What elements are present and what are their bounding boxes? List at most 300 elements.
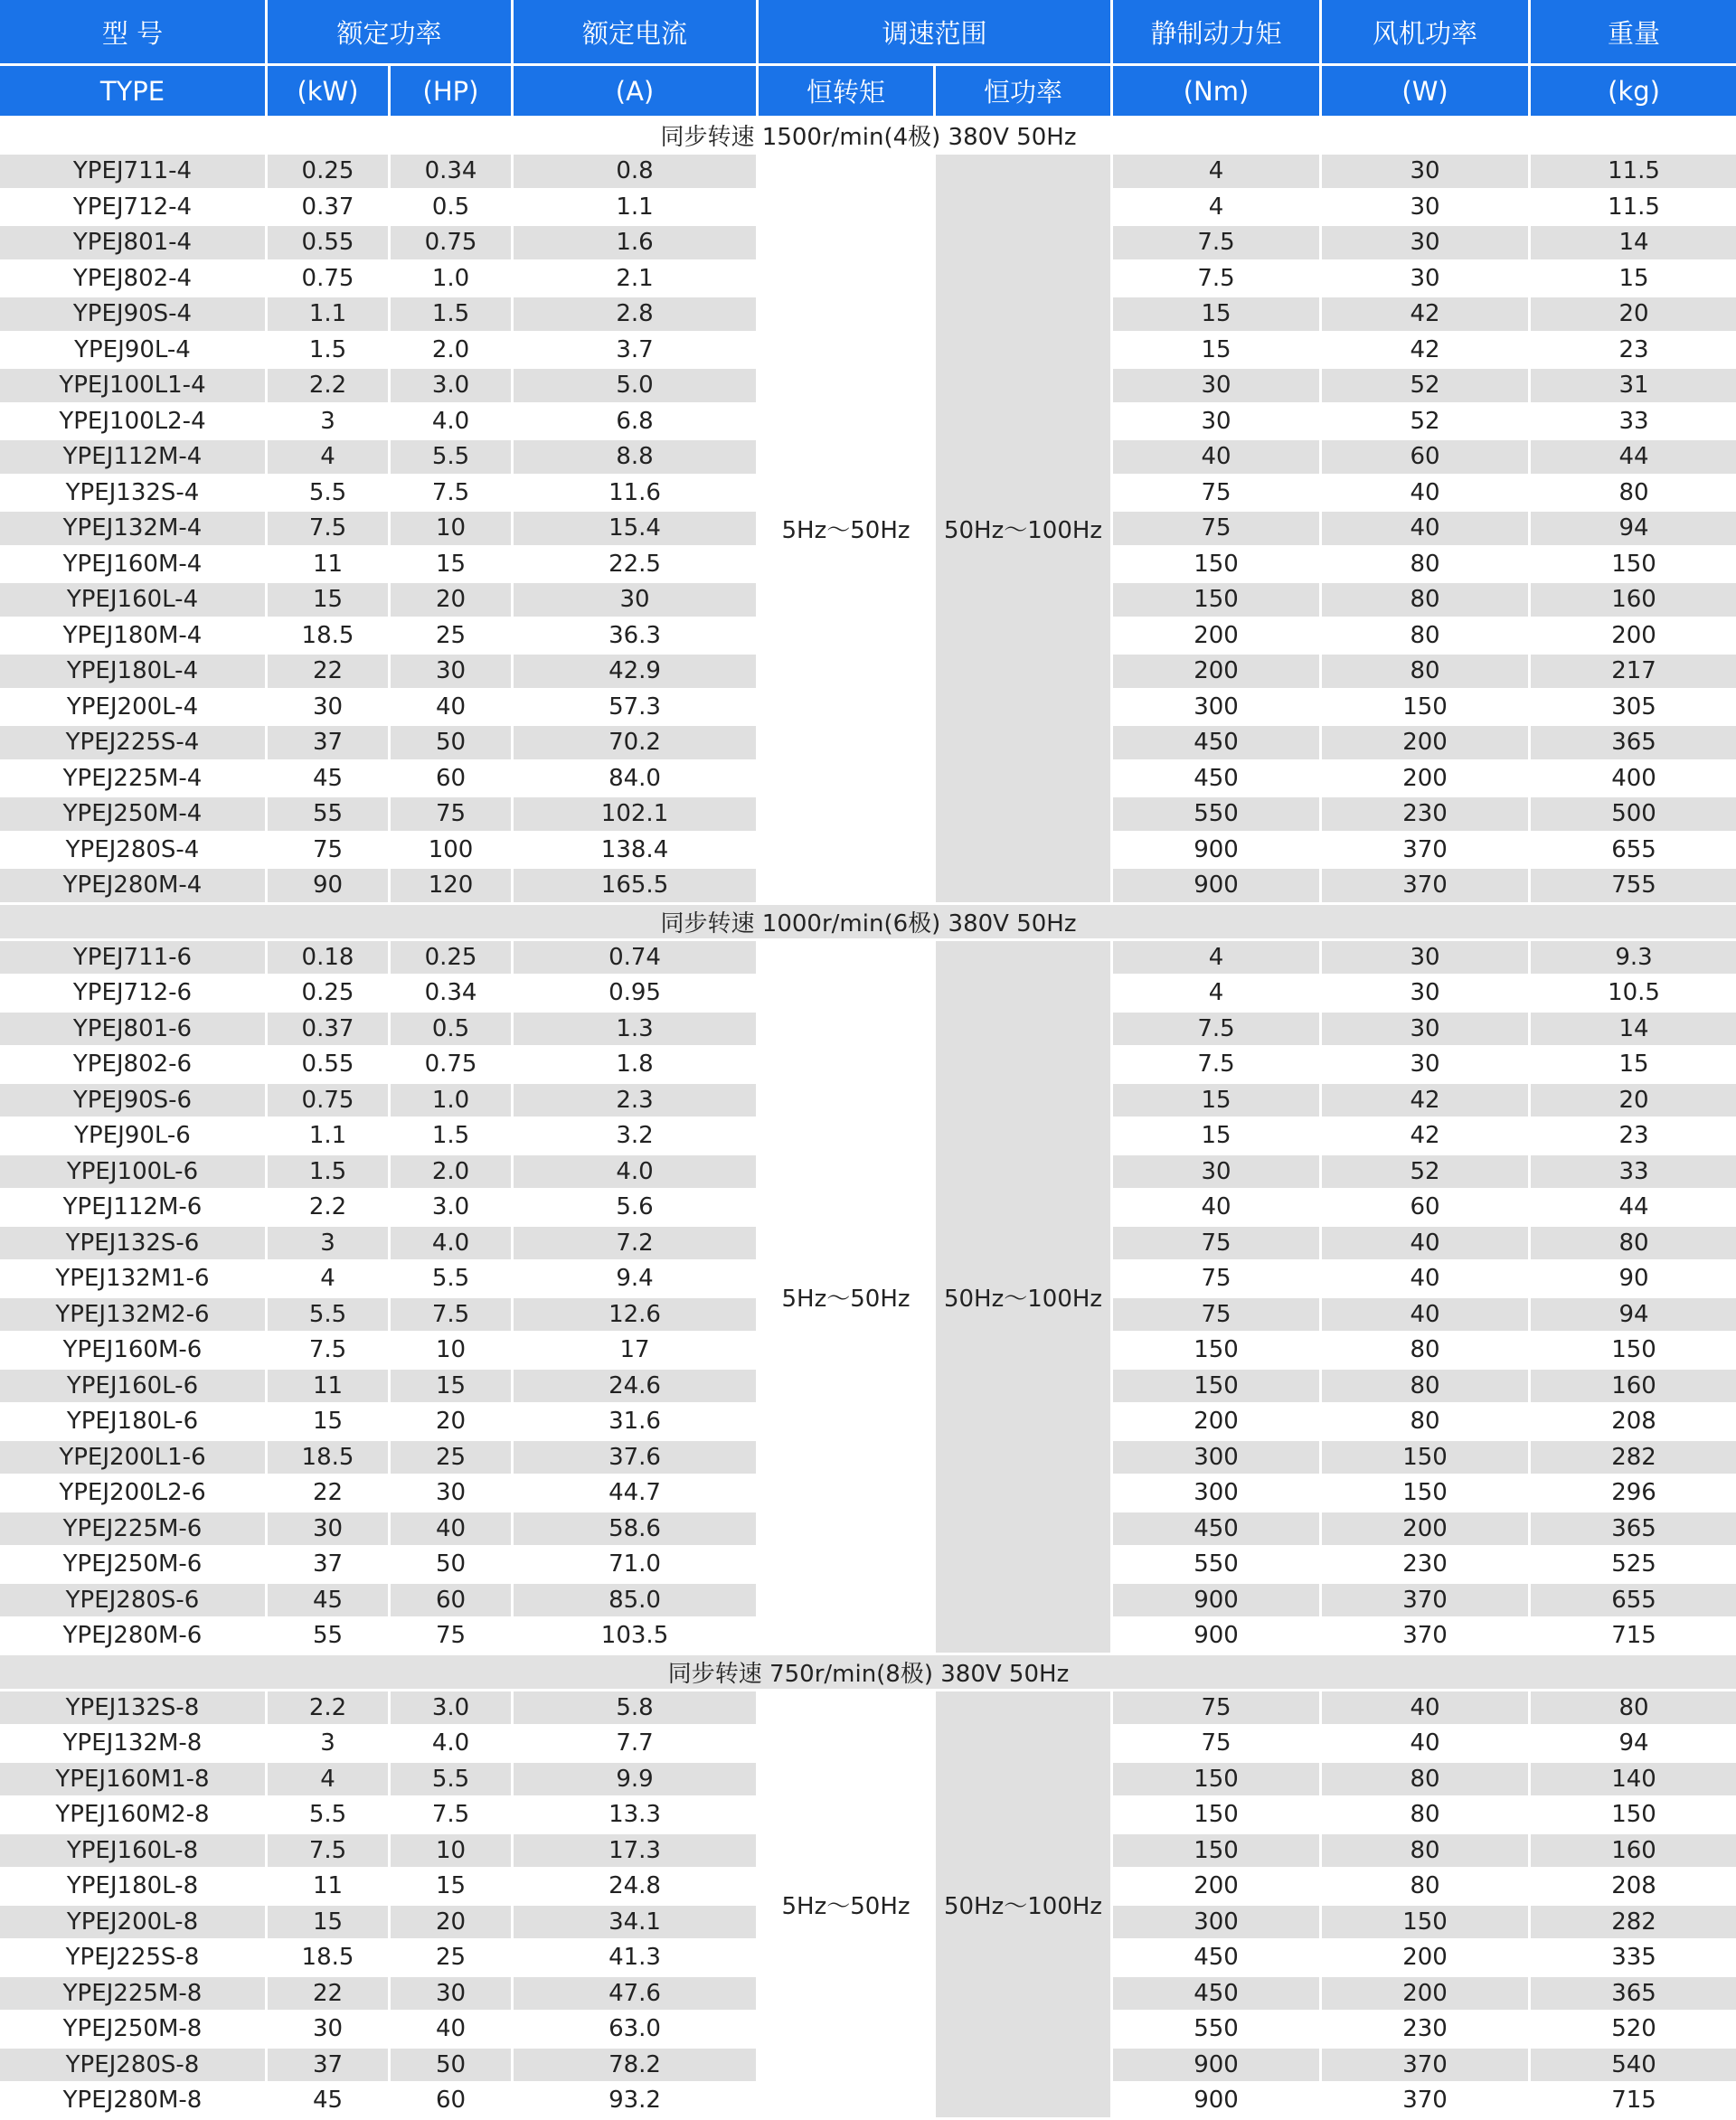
table-row [0, 155, 1736, 188]
cell-nm: 300 [1194, 1479, 1239, 1507]
cell-amp: 1.6 [514, 226, 756, 259]
const-power-range: 50Hz～100Hz [936, 941, 1110, 1653]
cell-hp: 25 [391, 1441, 511, 1475]
col-header-kw: (kW) [268, 66, 388, 116]
cell-nm: 300 [1113, 1906, 1319, 1939]
table-row [0, 1691, 1736, 1725]
cell-nm: 150 [1194, 1801, 1239, 1829]
cell-w: 40 [1410, 478, 1440, 506]
cell-amp: 7.2 [514, 1227, 756, 1260]
cell-kw: 22 [268, 1977, 388, 2011]
cell-nm: 75 [1113, 1691, 1319, 1725]
cell-amp: 17 [619, 1336, 650, 1364]
cell-model: YPEJ802-6 [72, 1051, 193, 1079]
cell-w: 80 [1410, 621, 1440, 649]
cell-amp: 57.3 [609, 693, 661, 721]
cell-kw: 90 [268, 869, 388, 902]
cell-kg: 217 [1531, 655, 1736, 688]
header-row-2 [0, 66, 1736, 116]
cell-w: 40 [1410, 1729, 1440, 1757]
cell-amp: 78.2 [514, 2049, 756, 2082]
cell-amp: 71.0 [609, 1550, 661, 1578]
cell-hp: 1.0 [391, 1084, 511, 1117]
cell-model: YPEJ225S-4 [0, 726, 265, 759]
cell-kg: 400 [1611, 764, 1656, 792]
cell-kw: 0.25 [268, 155, 388, 188]
cell-kg: 33 [1618, 407, 1649, 435]
cell-hp: 0.25 [391, 941, 511, 975]
cell-nm: 75 [1113, 1227, 1319, 1260]
cell-nm: 75 [1201, 478, 1231, 506]
cell-w: 30 [1410, 1051, 1440, 1079]
cell-nm: 30 [1113, 369, 1319, 402]
cell-kw: 18.5 [301, 1944, 354, 1972]
cell-model: YPEJ280S-4 [65, 835, 200, 863]
cell-kg: 160 [1531, 583, 1736, 617]
cell-w: 370 [1322, 869, 1528, 902]
cell-model: YPEJ100L1-4 [0, 369, 265, 402]
cell-amp: 2.8 [514, 297, 756, 331]
cell-w: 30 [1410, 979, 1440, 1007]
cell-model: YPEJ132M-4 [0, 512, 265, 545]
cell-model: YPEJ180L-8 [66, 1872, 199, 1900]
cell-nm: 900 [1194, 2087, 1239, 2115]
cell-kw: 5.5 [268, 1298, 388, 1332]
cell-nm: 150 [1113, 1763, 1319, 1796]
col-header-w: (W) [1322, 66, 1528, 116]
col-header-hp: (HP) [391, 66, 511, 116]
cell-kw: 5.5 [308, 1801, 347, 1829]
cell-hp: 4.0 [431, 1729, 470, 1757]
cell-w: 80 [1410, 1336, 1440, 1364]
cell-amp: 165.5 [514, 869, 756, 902]
cell-model: YPEJ280M-6 [62, 1622, 203, 1650]
cell-w: 200 [1322, 1512, 1528, 1546]
cell-w: 42 [1322, 297, 1528, 331]
col-header-const-power: 恒功率 [936, 66, 1110, 116]
cell-hp: 100 [428, 835, 474, 863]
cell-amp: 93.2 [609, 2087, 661, 2115]
cell-w: 230 [1402, 2015, 1448, 2043]
cell-nm: 75 [1113, 512, 1319, 545]
cell-kg: 160 [1531, 1834, 1736, 1868]
cell-nm: 75 [1113, 1298, 1319, 1332]
cell-kw: 0.25 [301, 979, 354, 1007]
cell-kg: 23 [1618, 335, 1649, 363]
const-power-range: 50Hz～100Hz [936, 1691, 1110, 2117]
cell-model: YPEJ160M-6 [62, 1336, 203, 1364]
cell-amp: 0.95 [609, 979, 661, 1007]
cell-model: YPEJ225M-8 [0, 1977, 265, 2011]
cell-hp: 50 [391, 2049, 511, 2082]
col-header-static-torque: 静制动力矩 [1113, 0, 1319, 63]
cell-amp: 24.8 [609, 1872, 661, 1900]
cell-hp: 0.75 [391, 226, 511, 259]
cell-kw: 0.18 [268, 941, 388, 975]
cell-model: YPEJ112M-4 [0, 440, 265, 474]
col-header-model: 型 号 [0, 0, 265, 63]
cell-kg: 365 [1531, 726, 1736, 759]
cell-kg: 11.5 [1531, 155, 1736, 188]
cell-amp: 63.0 [609, 2015, 661, 2043]
cell-hp: 30 [391, 655, 511, 688]
cell-model: YPEJ250M-4 [0, 797, 265, 831]
cell-w: 30 [1322, 226, 1528, 259]
cell-w: 42 [1322, 1084, 1528, 1117]
cell-hp: 15 [391, 1370, 511, 1403]
cell-hp: 4.0 [431, 407, 470, 435]
cell-kg: 94 [1531, 512, 1736, 545]
cell-w: 200 [1402, 764, 1448, 792]
cell-model: YPEJ90S-6 [0, 1084, 265, 1117]
cell-hp: 4.0 [391, 1227, 511, 1260]
cell-w: 40 [1322, 1227, 1528, 1260]
cell-model: YPEJ802-4 [72, 264, 193, 292]
cell-kw: 2.2 [308, 1193, 347, 1221]
cell-kw: 7.5 [268, 1834, 388, 1868]
cell-w: 230 [1322, 797, 1528, 831]
cell-w: 150 [1322, 1441, 1528, 1475]
cell-hp: 3.0 [391, 369, 511, 402]
cell-kw: 18.5 [268, 1441, 388, 1475]
cell-amp: 13.3 [609, 1801, 661, 1829]
cell-kg: 15 [1618, 264, 1649, 292]
cell-kw: 37 [268, 2049, 388, 2082]
cell-nm: 4 [1208, 979, 1224, 1007]
cell-nm: 200 [1194, 1872, 1239, 1900]
cell-amp: 24.6 [514, 1370, 756, 1403]
cell-model: YPEJ200L1-6 [0, 1441, 265, 1475]
cell-w: 80 [1322, 655, 1528, 688]
cell-model: YPEJ280S-6 [0, 1584, 265, 1617]
cell-nm: 150 [1113, 1834, 1319, 1868]
const-torque-range: 5Hz～50Hz [759, 941, 933, 1653]
cell-w: 150 [1402, 693, 1448, 721]
cell-model: YPEJ132M1-6 [55, 1265, 210, 1293]
cell-amp: 5.0 [514, 369, 756, 402]
cell-nm: 550 [1113, 797, 1319, 831]
cell-kw: 30 [312, 693, 344, 721]
cell-amp: 17.3 [514, 1834, 756, 1868]
cell-kw: 11 [312, 1872, 344, 1900]
cell-nm: 150 [1113, 583, 1319, 617]
cell-hp: 50 [435, 1550, 467, 1578]
cell-kg: 20 [1531, 1084, 1736, 1117]
cell-amp: 1.3 [514, 1013, 756, 1046]
const-torque-range: 5Hz～50Hz [759, 1691, 933, 2117]
cell-w: 370 [1322, 1584, 1528, 1617]
cell-amp: 7.7 [616, 1729, 654, 1757]
cell-nm: 15 [1201, 1122, 1231, 1150]
cell-hp: 0.34 [424, 979, 477, 1007]
cell-hp: 40 [435, 2015, 467, 2043]
cell-amp: 5.6 [616, 1193, 654, 1221]
cell-kw: 22 [312, 1479, 344, 1507]
cell-amp: 9.4 [616, 1265, 654, 1293]
cell-kg: 80 [1531, 1691, 1736, 1725]
cell-hp: 60 [435, 764, 467, 792]
cell-kg: 520 [1611, 2015, 1656, 2043]
cell-kg: 365 [1531, 1977, 1736, 2011]
cell-hp: 3.0 [431, 1193, 470, 1221]
cell-kw: 1.1 [268, 297, 388, 331]
cell-hp: 7.5 [391, 1298, 511, 1332]
cell-hp: 40 [435, 693, 467, 721]
cell-kg: 33 [1531, 1155, 1736, 1189]
cell-kg: 755 [1531, 869, 1736, 902]
cell-model: YPEJ180M-4 [62, 621, 203, 649]
cell-kw: 75 [312, 835, 344, 863]
cell-amp: 30 [514, 583, 756, 617]
cell-amp: 34.1 [514, 1906, 756, 1939]
cell-amp: 8.8 [514, 440, 756, 474]
cell-kw: 0.37 [301, 193, 354, 221]
cell-model: YPEJ90S-4 [0, 297, 265, 331]
cell-kg: 11.5 [1608, 193, 1660, 221]
cell-kw: 45 [312, 2087, 344, 2115]
cell-kg: 10.5 [1608, 979, 1660, 1007]
cell-hp: 30 [435, 1479, 467, 1507]
cell-kg: 9.3 [1531, 941, 1736, 975]
cell-hp: 3.0 [391, 1691, 511, 1725]
cell-nm: 7.5 [1113, 1013, 1319, 1046]
cell-nm: 300 [1194, 693, 1239, 721]
cell-model: YPEJ801-6 [0, 1013, 265, 1046]
cell-kg: 150 [1611, 550, 1656, 578]
cell-hp: 5.5 [431, 1265, 470, 1293]
cell-kg: 208 [1611, 1872, 1656, 1900]
cell-w: 80 [1322, 1370, 1528, 1403]
cell-kw: 30 [312, 2015, 344, 2043]
cell-kw: 2.2 [268, 369, 388, 402]
col-header-const-torque: 恒转矩 [759, 66, 933, 116]
cell-w: 80 [1410, 1408, 1440, 1436]
cell-w: 40 [1322, 512, 1528, 545]
cell-hp: 15 [435, 550, 467, 578]
cell-amp: 3.2 [616, 1122, 654, 1150]
cell-model: YPEJ200L2-6 [59, 1479, 206, 1507]
cell-hp: 20 [391, 583, 511, 617]
cell-amp: 102.1 [514, 797, 756, 831]
section-title: 同步转速 1500r/min(4极) 380V 50Hz [660, 124, 1077, 151]
cell-hp: 5.5 [391, 440, 511, 474]
cell-model: YPEJ225S-8 [65, 1944, 200, 1972]
cell-hp: 60 [435, 2087, 467, 2115]
cell-amp: 5.8 [514, 1691, 756, 1725]
cell-kw: 22 [268, 655, 388, 688]
section-title: 同步转速 750r/min(8极) 380V 50Hz [0, 1655, 1736, 1689]
cell-kg: 715 [1611, 2087, 1656, 2115]
cell-kw: 15 [312, 1408, 344, 1436]
cell-nm: 300 [1113, 1441, 1319, 1475]
cell-w: 42 [1410, 1122, 1440, 1150]
cell-kg: 80 [1618, 478, 1649, 506]
cell-model: YPEJ280M-4 [0, 869, 265, 902]
cell-kw: 0.75 [268, 1084, 388, 1117]
cell-nm: 75 [1201, 1265, 1231, 1293]
cell-hp: 0.5 [391, 1013, 511, 1046]
cell-nm: 15 [1113, 297, 1319, 331]
cell-hp: 0.5 [431, 193, 470, 221]
cell-kg: 140 [1531, 1763, 1736, 1796]
cell-nm: 450 [1113, 726, 1319, 759]
cell-model: YPEJ225M-4 [62, 764, 203, 792]
cell-kg: 525 [1611, 1550, 1656, 1578]
cell-hp: 75 [435, 1622, 467, 1650]
cell-nm: 4 [1113, 941, 1319, 975]
cell-nm: 150 [1113, 1370, 1319, 1403]
cell-kw: 0.75 [301, 264, 354, 292]
cell-nm: 7.5 [1197, 1051, 1235, 1079]
cell-hp: 1.5 [391, 297, 511, 331]
cell-nm: 7.5 [1197, 264, 1235, 292]
cell-hp: 2.0 [431, 335, 470, 363]
cell-nm: 900 [1113, 1584, 1319, 1617]
cell-kg: 44 [1531, 440, 1736, 474]
cell-amp: 85.0 [514, 1584, 756, 1617]
cell-model: YPEJ711-6 [0, 941, 265, 975]
cell-model: YPEJ132M-8 [62, 1729, 203, 1757]
cell-amp: 44.7 [609, 1479, 661, 1507]
cell-nm: 30 [1201, 407, 1231, 435]
cell-w: 150 [1322, 1906, 1528, 1939]
cell-kw: 0.37 [268, 1013, 388, 1046]
cell-hp: 25 [435, 621, 467, 649]
cell-w: 30 [1410, 193, 1440, 221]
cell-hp: 120 [391, 869, 511, 902]
cell-model: YPEJ90L-4 [74, 335, 191, 363]
cell-amp: 1.1 [616, 193, 654, 221]
cell-kw: 30 [268, 1512, 388, 1546]
cell-amp: 84.0 [609, 764, 661, 792]
const-torque-range: 5Hz～50Hz [759, 155, 933, 902]
cell-model: YPEJ250M-8 [62, 2015, 203, 2043]
cell-kg: 14 [1531, 1013, 1736, 1046]
cell-w: 60 [1410, 1193, 1440, 1221]
cell-amp: 37.6 [514, 1441, 756, 1475]
cell-model: YPEJ100L-6 [0, 1155, 265, 1189]
cell-amp: 58.6 [514, 1512, 756, 1546]
cell-nm: 40 [1201, 1193, 1231, 1221]
cell-nm: 900 [1194, 1622, 1239, 1650]
cell-nm: 450 [1194, 764, 1239, 792]
cell-kg: 200 [1611, 621, 1656, 649]
cell-nm: 4 [1113, 155, 1319, 188]
cell-kw: 55 [268, 797, 388, 831]
cell-kw: 4 [268, 1763, 388, 1796]
cell-hp: 75 [391, 797, 511, 831]
cell-model: YPEJ132M2-6 [0, 1298, 265, 1332]
cell-kw: 55 [312, 1622, 344, 1650]
cell-hp: 0.34 [391, 155, 511, 188]
cell-w: 60 [1322, 440, 1528, 474]
cell-kw: 0.55 [268, 226, 388, 259]
cell-nm: 550 [1194, 1550, 1239, 1578]
cell-model: YPEJ160L-4 [0, 583, 265, 617]
cell-hp: 40 [391, 1512, 511, 1546]
cell-hp: 7.5 [431, 478, 470, 506]
cell-kg: 150 [1611, 1801, 1656, 1829]
cell-kg: 23 [1618, 1122, 1649, 1150]
cell-w: 40 [1410, 1265, 1440, 1293]
cell-kw: 11 [312, 550, 344, 578]
cell-model: YPEJ180L-6 [66, 1408, 199, 1436]
cell-w: 80 [1410, 550, 1440, 578]
cell-kw: 37 [312, 1550, 344, 1578]
col-header-type: TYPE [0, 66, 265, 116]
cell-w: 80 [1410, 1872, 1440, 1900]
cell-w: 52 [1322, 369, 1528, 402]
cell-amp: 15.4 [514, 512, 756, 545]
cell-nm: 15 [1201, 335, 1231, 363]
cell-kw: 11 [268, 1370, 388, 1403]
cell-nm: 4 [1208, 193, 1224, 221]
cell-hp: 10 [435, 1336, 467, 1364]
cell-model: YPEJ250M-6 [62, 1550, 203, 1578]
cell-amp: 1.8 [616, 1051, 654, 1079]
cell-model: YPEJ90L-6 [74, 1122, 191, 1150]
cell-model: YPEJ200L-8 [0, 1906, 265, 1939]
cell-w: 30 [1322, 155, 1528, 188]
cell-kw: 7.5 [268, 512, 388, 545]
cell-w: 150 [1402, 1479, 1448, 1507]
cell-kg: 296 [1611, 1479, 1656, 1507]
cell-kw: 37 [268, 726, 388, 759]
cell-kw: 5.5 [308, 478, 347, 506]
col-header-rated-current: 额定电流 [514, 0, 756, 63]
cell-kg: 655 [1611, 835, 1656, 863]
cell-hp: 5.5 [391, 1763, 511, 1796]
cell-hp: 7.5 [431, 1801, 470, 1829]
cell-nm: 150 [1194, 1336, 1239, 1364]
cell-nm: 30 [1113, 1155, 1319, 1189]
cell-hp: 1.0 [431, 264, 470, 292]
cell-w: 42 [1410, 335, 1440, 363]
cell-w: 370 [1402, 835, 1448, 863]
cell-amp: 2.1 [616, 264, 654, 292]
cell-model: YPEJ200L-4 [66, 693, 199, 721]
cell-w: 30 [1322, 1013, 1528, 1046]
cell-amp: 3.7 [616, 335, 654, 363]
cell-w: 230 [1402, 1550, 1448, 1578]
cell-kg: 335 [1611, 1944, 1656, 1972]
cell-w: 30 [1322, 941, 1528, 975]
col-header-rated-power: 额定功率 [268, 0, 511, 63]
cell-w: 200 [1402, 1944, 1448, 1972]
cell-nm: 200 [1113, 655, 1319, 688]
cell-hp: 50 [391, 726, 511, 759]
cell-model: YPEJ711-4 [0, 155, 265, 188]
cell-kw: 45 [268, 1584, 388, 1617]
cell-kw: 1.5 [308, 335, 347, 363]
cell-w: 80 [1322, 583, 1528, 617]
cell-model: YPEJ132S-4 [65, 478, 200, 506]
cell-kg: 305 [1611, 693, 1656, 721]
table-row [0, 941, 1736, 975]
cell-amp: 42.9 [514, 655, 756, 688]
cell-kw: 45 [312, 764, 344, 792]
section-title: 同步转速 1000r/min(6极) 380V 50Hz [0, 905, 1736, 938]
cell-model: YPEJ132S-6 [0, 1227, 265, 1260]
cell-nm: 900 [1194, 835, 1239, 863]
cell-w: 200 [1322, 1977, 1528, 2011]
cell-hp: 1.5 [431, 1122, 470, 1150]
cell-hp: 20 [391, 1906, 511, 1939]
cell-kw: 3 [320, 407, 335, 435]
cell-model: YPEJ132S-8 [0, 1691, 265, 1725]
cell-amp: 70.2 [514, 726, 756, 759]
cell-w: 40 [1322, 1691, 1528, 1725]
